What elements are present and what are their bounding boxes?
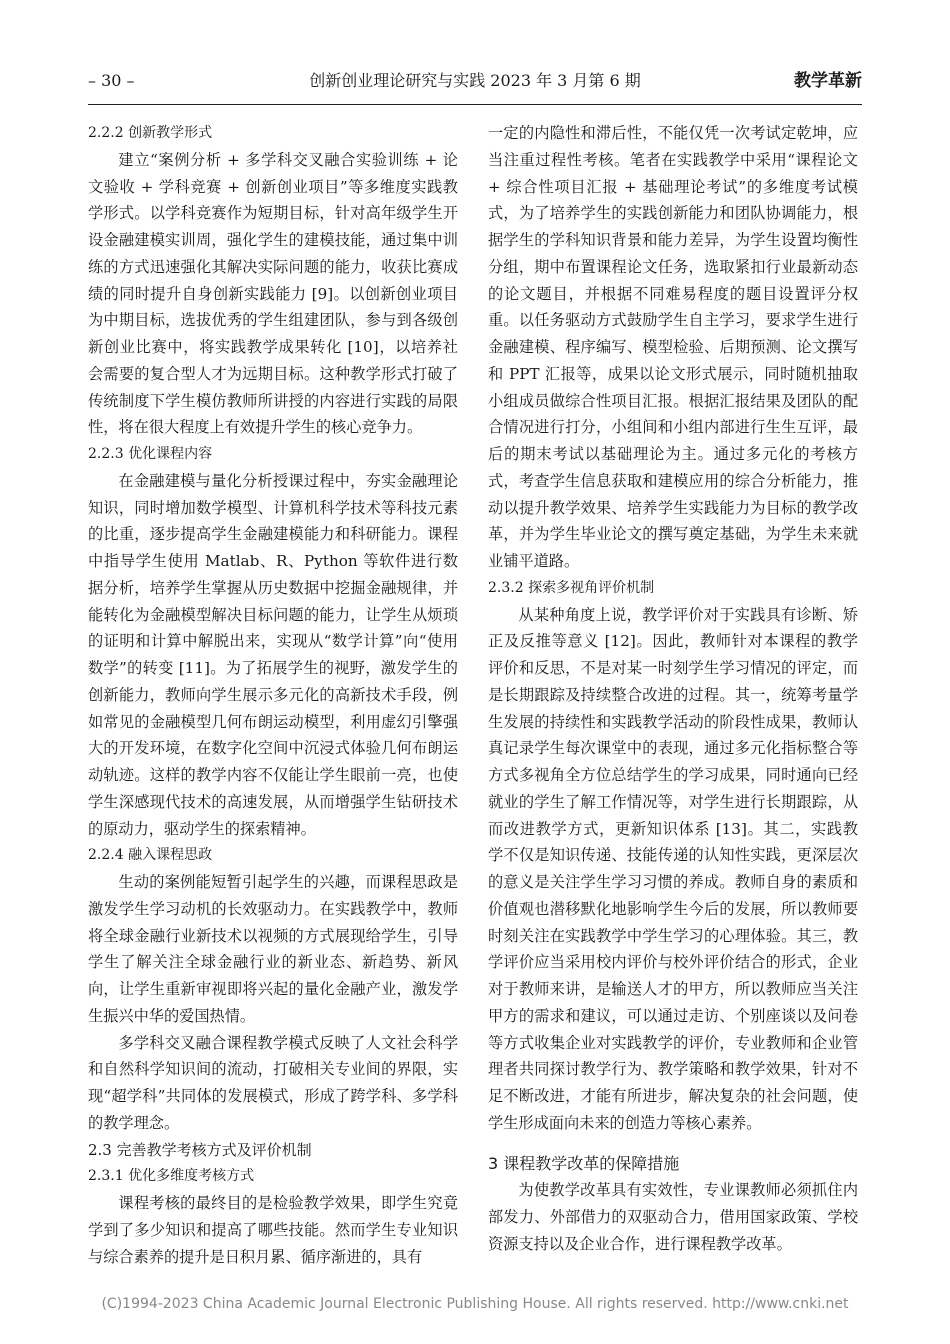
paragraph-continued: 一定的内隐性和滞后性，不能仅凭一次考试定乾坤，应当注重过程性考核。笔者在实践教学中采用“课程论文 + 综合性项目汇报 + 基础理论考试”的多维度考试模式，为了培养学生的实践创新能力和团队协调能力，根据学生的学科知识背景和能力差异，为学生设置均衡性分组，期中布置课程论文任务，选取紧扣行业最新动态的论文题目，并根据不同难易程度的题目设置评分权重。以任务驱动方式鼓励学生自主学习，要求学生进行金融建模、程序编写、模型检验、后期预测、论文撰写和 PPT 汇报等，成果以论文形式展示，同时随机抽取小组成员做综合性项目汇报。根据汇报结果及团队的配合情况进行打分，小组间和小组内部进行生生互评，最后的期末考试以基础理论为主。通过多元化的考核方式，考查学生信息获取和建模应用的综合分析能力，推动以提升教学效果、培养学生实践能力为目标的教学改革，并为学生毕业论文的撰写奠定基础，为学生未来就业铺平道路。 [488, 124, 858, 570]
paragraph: 生动的案例能短暂引起学生的兴趣，而课程思政是激发学生学习动机的长效驱动力。在实践教学中，教师将全球金融行业新技术以视频的方式展现给学生，引导学生了解关注全球金融行业的新业态、新趋势、新风向，让学生重新审视即将兴起的量化金融产业，激发学生振兴中华的爱国热情。 [88, 873, 458, 1025]
paragraph: 在金融建模与量化分析授课过程中，夯实金融理论知识，同时增加数学模型、计算机科学技术等科技元素的比重，逐步提高学生金融建模能力和科研能力。课程中指导学生使用 Matlab、R、Python 等软件进行数据分析，培养学生掌握从历史数据中挖掘金融规律，并能转化为金融模型解决目标问题的能力，让学生从烦琐的证明和计算中解脱出来，实现从“数学计算”向“使用数学”的转变 [11]。为了拓展学生的视野，激发学生的创新能力，教师向学生展示多元化的高新技术手段，例如常见的金融模型几何布朗运动模型，利用虚幻引擎强大的开发环境，在数字化空间中沉浸式体验几何布朗运动轨迹。这样的教学内容不仅能让学生眼前一亮，也使学生深感现代技术的高速发展，从而增强学生钻研技术的原动力，驱动学生的探索精神。 [88, 471, 458, 838]
paragraph: 多学科交叉融合课程教学模式反映了人文社会科学和自然科学知识间的流动，打破相关专业间的界限，实现“超学科”共同体的发展模式，形成了跨学科、多学科的教学理念。 [88, 1033, 458, 1132]
subsubsection-heading: 2.3.1 优化多维度考核方式 [88, 1168, 255, 1185]
page-number: – 30 – [88, 71, 135, 90]
subsection-heading: 2.3 完善教学考核方式及评价机制 [88, 1140, 312, 1159]
left-column [88, 120, 458, 1270]
section-label: 教学革新 [794, 71, 862, 91]
section-heading: 3 课程教学改革的保障措施 [488, 1153, 680, 1173]
running-header [88, 66, 862, 96]
subsubsection-heading: 2.2.4 融入课程思政 [88, 847, 213, 864]
subsubsection-heading: 2.2.2 创新教学形式 [88, 125, 213, 141]
header-divider [88, 104, 862, 105]
paragraph: 课程考核的最终目的是检验教学效果，即学生究竟学到了多少知识和提高了哪些技能。然而学生专业知识与综合素养的提升是日积月累、循序渐进的，具有 [88, 1194, 458, 1266]
subsubsection-heading: 2.2.3 优化课程内容 [88, 446, 213, 462]
right-column [488, 120, 858, 1258]
paragraph: 为使教学改革具有实效性，专业课教师必须抓住内部发力、外部借力的双驱动合力，借用国家政策、学校资源支持以及企业合作，进行课程教学改革。 [488, 1181, 858, 1253]
paragraph: 从某种角度上说，教学评价对于实践具有诊断、矫正及反推等意义 [12]。因此，教师针对本课程的教学评价和反思，不是对某一时刻学生学习情况的评定，而是长期跟踪及持续整合改进的过程。其一，统筹考量学生发展的持续性和实践教学活动的阶段性成果，教师认真记录学生每次课堂中的表现，通过多元化指标整合等方式多视角全方位总结学生的学习成果，同时通向已经就业的学生了解工作情况等，对学生进行长期跟踪，从而改进教学方式，更新知识体系 [13]。其二，实践教学不仅是知识传递、技能传递的认知性实践，更深层次的意义是关注学生学习习惯的养成。教师自身的素质和价值观也潜移默化地影响学生今后的发展，所以教师要时刻关注在实践教学中学生学习的心理体验。其三，教学评价应当采用校内评价与校外评价结合的形式，企业对于教师来讲，是输送人才的甲方，所以教师应当关注甲方的需求和建议，可以通过走访、个别座谈以及问卷等方式收集企业对实践教学的评价，专业教师和企业管理者共同探讨教学行为、教学策略和教学效果，针对不足不断改进，才能有所进步，解决复杂的社会问题，使学生形成面向未来的创造力等核心素养。 [488, 605, 858, 1132]
copyright-footer: (C)1994-2023 China Academic Journal Electronic Publishing House. All rights reserved. http://www.cnki.net [101, 1296, 849, 1312]
journal-title: 创新创业理论研究与实践 2023 年 3 月第 6 期 [309, 71, 641, 90]
paragraph: 建立“案例分析 + 多学科交叉融合实验训练 + 论文验收 + 学科竞赛 + 创新创业项目”等多维度实践教学形式。以学科竞赛作为短期目标，针对高年级学生开设金融建模实训周，强化学生的建模技能，通过集中训练的方式迅速强化其解决实际问题的能力，收获比赛成绩的同时提升自身创新实践能力 [9]。以创新创业项目为中期目标，选拔优秀的学生组建团队，参与到各级创新创业比赛中，将实践教学成果转化 [10]，以培养社会需要的复合型人才为远期目标。这种教学形式打破了传统制度下学生模仿教师所讲授的内容进行实践的局限性，将在很大程度上有效提升学生的核心竞争力。 [88, 150, 458, 437]
subsubsection-heading: 2.3.2 探索多视角评价机制 [488, 579, 655, 596]
